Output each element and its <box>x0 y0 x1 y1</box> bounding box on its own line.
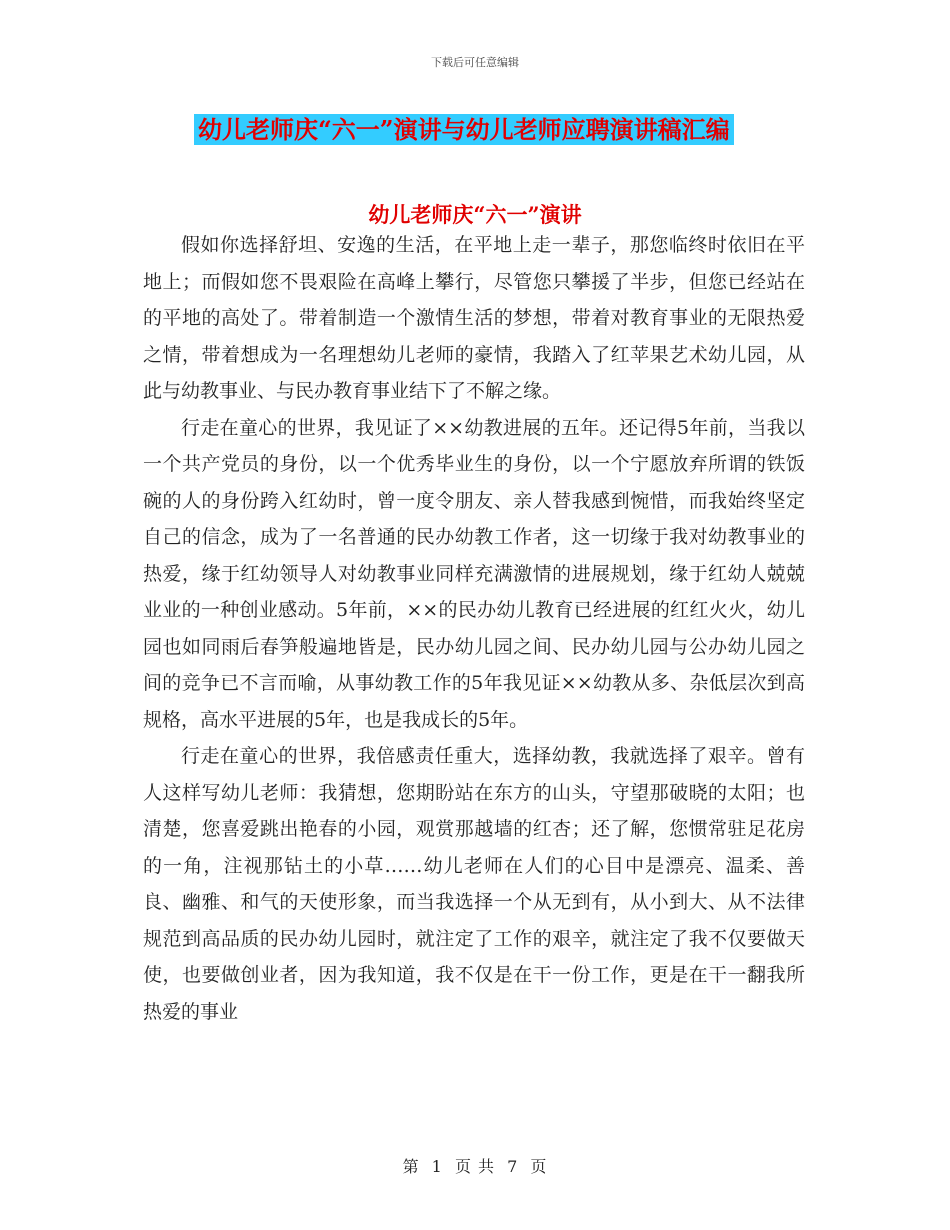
body-text <box>143 227 805 1030</box>
paragraph: 行走在童心的世界，我倍感责任重大，选择幼教，我就选择了艰辛。曾有人这样写幼儿老师：我猜想，您期盼站在东方的山头，守望那破晓的太阳；也清楚，您喜爱跳出艳春的小园，观赏那越墙的红杏；还了解，您惯常驻足花房的一角，注视那钻土的小草……幼儿老师在人们的心目中是漂亮、温柔、善良、幽雅、和气的天使形象，而当我选择一个从无到有，从小到大、从不法律规范到高品质的民办幼儿园时，就注定了工作的艰辛，就注定了我不仅要做天使，也要做创业者，因为我知道，我不仅是在干一份工作，更是在干一翻我所热爱的事业 <box>143 745 805 1023</box>
document-title: 幼儿老师庆“六一”演讲与幼儿老师应聘演讲稿汇编 <box>194 114 734 145</box>
paragraph: 行走在童心的世界，我见证了××幼教进展的五年。还记得5年前，当我以一个共产党员的身份，以一个优秀毕业生的身份，以一个宁愿放弃所谓的铁饭碗的人的身份跨入红幼时，曾一度令朋友、亲人替我感到惋惜，而我始终坚定自己的信念，成为了一名普通的民办幼教工作者，这一切缘于我对幼教事业的热爱，缘于红幼领导人对幼教事业同样充满激情的进展规划，缘于红幼人兢兢业业的一种创业感动。5年前，××的民办幼儿教育已经进展的红红火火，幼儿园也如同雨后春笋般遍地皆是，民办幼儿园之间、民办幼儿园与公办幼儿园之间的竞争已不言而喻，从事幼教工作的5年我见证××幼教从多、杂低层次到高规格，高水平进展的5年，也是我成长的5年。 <box>143 416 805 731</box>
paragraph: 假如你选择舒坦、安逸的生活，在平地上走一辈子，那您临终时依旧在平地上；而假如您不畏艰险在高峰上攀行，尽管您只攀援了半步，但您已经站在的平地的高处了。带着制造一个激情生活的梦想，带着对教育事业的无限热爱之情，带着想成为一名理想幼儿老师的豪情，我踏入了红苹果艺术幼儿园，从此与幼教事业、与民办教育事业结下了不解之缘。 <box>143 234 805 402</box>
footer-mid: 页 共 <box>454 1157 496 1176</box>
section-title: 幼儿老师庆“六一”演讲 <box>368 202 582 227</box>
footer-prefix: 第 <box>402 1157 420 1176</box>
header-note: 下载后可任意编辑 <box>431 56 519 69</box>
page-footer <box>0 1154 950 1177</box>
footer-suffix: 页 <box>530 1157 548 1176</box>
page-number: 1 <box>431 1157 443 1176</box>
page-total: 7 <box>507 1157 519 1176</box>
